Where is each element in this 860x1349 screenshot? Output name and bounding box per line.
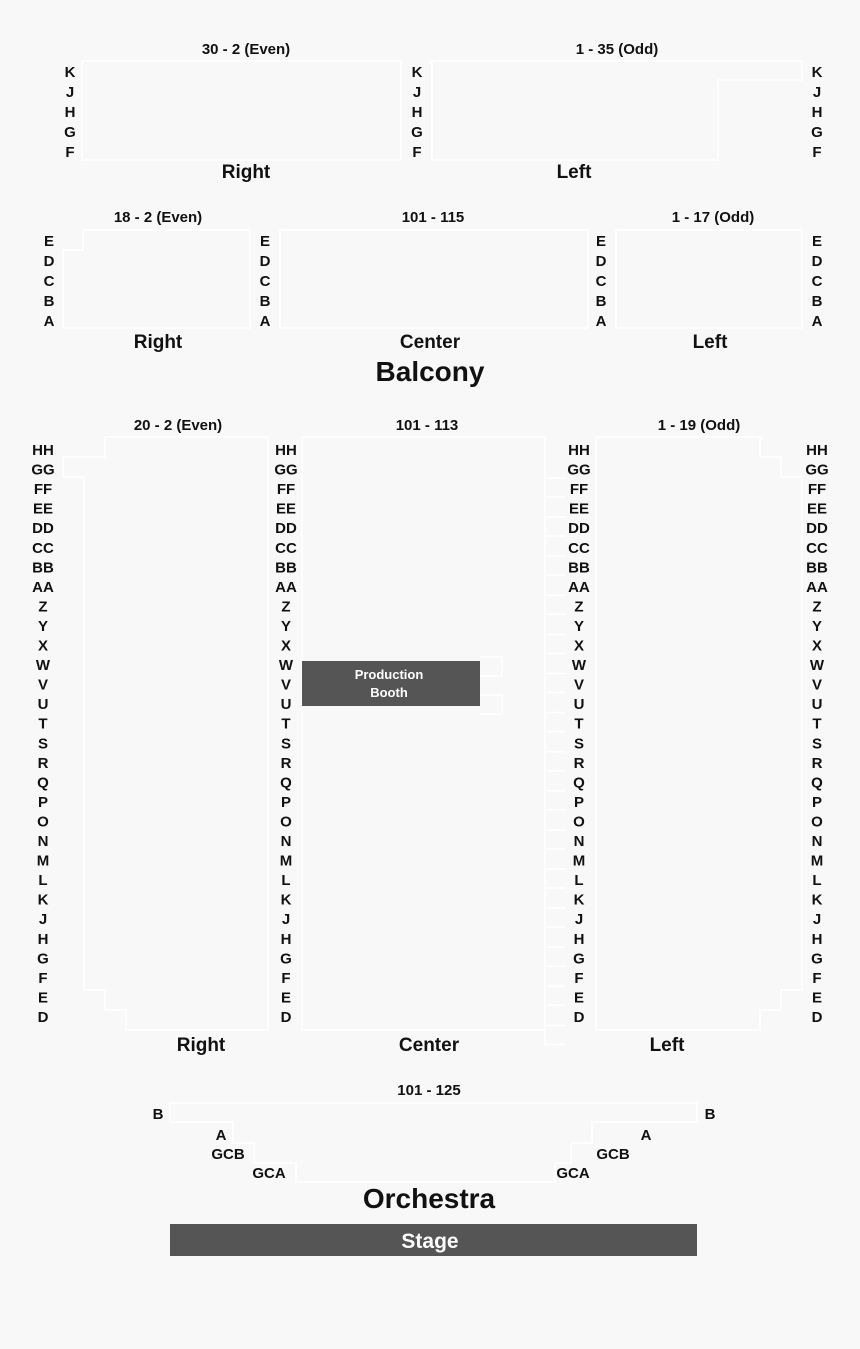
center-row-step — [545, 595, 566, 614]
front-range: 101 - 125 — [397, 1082, 461, 1099]
orchestra-right-section-outline — [63, 437, 268, 1030]
balcony-right-range: 18 - 2 (Even) — [113, 209, 203, 226]
orchestra-row-label-d: D — [573, 1008, 585, 1026]
balcony-row-label-a: A — [595, 313, 607, 330]
orchestra-row-label-h: H — [37, 930, 49, 948]
orchestra-right-section-label: Right — [176, 1035, 226, 1056]
balcony-row-label-b: B — [43, 293, 55, 310]
balcony-row-label-b: B — [595, 293, 607, 310]
balcony — [44, 209, 823, 387]
balcony-row-label-a: A — [259, 313, 271, 330]
balcony-row-label-e: E — [811, 233, 823, 250]
orchestra-row-label-z: Z — [812, 598, 822, 616]
orchestra-row-label-t: T — [812, 715, 822, 733]
upper-right-section-outline — [82, 61, 401, 160]
orchestra-row-label-k: K — [37, 891, 49, 909]
orchestra-left-section-outline — [596, 437, 802, 1030]
balcony-row-label-c: C — [43, 273, 55, 290]
upper-row-label-j: J — [65, 84, 75, 101]
orchestra-row-label-ff: FF — [569, 481, 589, 499]
orchestra-row-label-o: O — [573, 813, 585, 831]
orchestra-row-label-h: H — [811, 930, 823, 948]
orchestra-row-label-n: N — [37, 833, 49, 850]
orchestra-row-label-hh: HH — [806, 442, 828, 459]
orchestra-row-label-s: S — [280, 735, 292, 753]
orchestra-row-label-cc: CC — [275, 539, 297, 557]
orchestra-row-label-dd: DD — [806, 520, 828, 538]
balcony-center-range: 101 - 115 — [401, 209, 465, 226]
orchestra-row-label-s: S — [37, 735, 49, 753]
center-row-step — [545, 830, 566, 849]
upper-right-section-label: Right — [221, 162, 271, 183]
upper-row-label-j: J — [412, 84, 422, 101]
orchestra-center-section-outline — [302, 437, 545, 1030]
upper-row-label-k: K — [811, 64, 823, 81]
orchestra-center-section-label: Center — [398, 1035, 460, 1056]
orchestra-row-label-m: M — [572, 852, 586, 870]
orchestra-row-label-ee: EE — [32, 500, 54, 518]
orchestra-row-label-d: D — [280, 1008, 292, 1026]
booth-side-steps — [480, 657, 502, 714]
orchestra-row-label-w: W — [35, 657, 51, 675]
balcony-right-section-outline — [63, 230, 250, 328]
orchestra-row-label-n: N — [811, 833, 823, 850]
orchestra-row-label-y: Y — [280, 617, 292, 635]
balcony-row-label-c: C — [811, 273, 823, 290]
balcony-row-label-b: B — [259, 293, 271, 310]
orchestra-row-label-q: Q — [573, 774, 585, 792]
balcony-row-labels-4 — [812, 233, 823, 330]
front-row-gcb-right: GCB — [596, 1146, 630, 1163]
center-row-step — [545, 674, 566, 693]
orchestra-row-label-n: N — [573, 833, 585, 850]
orchestra-row-label-o: O — [280, 813, 292, 831]
orchestra-row-label-f: F — [812, 969, 822, 987]
orchestra-row-label-u: U — [811, 696, 823, 714]
orchestra-row-label-aa: AA — [568, 578, 590, 596]
orchestra-row-label-x: X — [811, 637, 823, 655]
orchestra-row-label-t: T — [574, 715, 584, 733]
orchestra-rear — [31, 417, 828, 1056]
balcony-row-label-e: E — [595, 233, 607, 250]
orchestra-row-labels-3 — [567, 442, 590, 1026]
orchestra-row-label-ee: EE — [806, 500, 828, 518]
balcony-right-section-label: Right — [133, 332, 183, 353]
balcony-row-labels-1 — [44, 233, 55, 330]
orchestra-title: Orchestra — [362, 1183, 496, 1214]
center-row-step — [545, 478, 566, 497]
balcony-row-label-e: E — [259, 233, 271, 250]
orchestra-row-label-hh: HH — [275, 442, 297, 459]
orchestra-row-label-hh: HH — [32, 442, 54, 459]
upper-row-label-h: H — [64, 104, 76, 121]
orchestra-row-label-w: W — [278, 657, 294, 675]
orchestra-row-label-f: F — [38, 969, 48, 987]
orchestra-row-label-g: G — [37, 950, 49, 968]
orchestra-front — [153, 1082, 716, 1256]
orchestra-row-label-m: M — [279, 852, 293, 870]
front-row-gcb-left: GCB — [211, 1146, 245, 1163]
orchestra-row-label-bb: BB — [568, 559, 590, 577]
front-row-a-left: A — [215, 1127, 227, 1144]
orchestra-row-label-q: Q — [280, 774, 292, 792]
front-section-outline — [170, 1103, 697, 1182]
center-row-step — [545, 791, 566, 810]
orchestra-row-label-y: Y — [811, 617, 823, 635]
center-row-step — [545, 1025, 566, 1044]
balcony-row-label-a: A — [811, 313, 823, 330]
balcony-center-section-label: Center — [399, 332, 461, 353]
orchestra-row-label-z: Z — [38, 598, 48, 616]
front-row-a-right: A — [640, 1127, 652, 1144]
front-row-gca-left: GCA — [252, 1165, 286, 1182]
orchestra-row-label-ee: EE — [568, 500, 590, 518]
balcony-row-label-d: D — [595, 253, 607, 270]
orchestra-row-label-v: V — [37, 676, 49, 694]
orchestra-row-label-k: K — [280, 891, 292, 909]
upper-row-label-h: H — [811, 104, 823, 121]
balcony-left-section-label: Left — [692, 332, 728, 353]
orchestra-row-label-dd: DD — [275, 520, 297, 538]
orchestra-row-label-u: U — [37, 696, 49, 714]
balcony-row-labels-3 — [596, 233, 607, 330]
orchestra-row-label-j: J — [281, 911, 291, 929]
orchestra-row-label-q: Q — [811, 774, 823, 792]
orchestra-row-label-t: T — [38, 715, 48, 733]
orchestra-row-label-dd: DD — [32, 520, 54, 538]
orchestra-row-label-y: Y — [37, 617, 49, 635]
center-row-step — [545, 713, 566, 732]
orchestra-row-label-r: R — [573, 754, 585, 772]
orchestra-row-label-o: O — [811, 813, 823, 831]
orchestra-row-label-cc: CC — [806, 539, 828, 557]
upper-right-range: 30 - 2 (Even) — [201, 41, 291, 58]
orchestra-row-label-x: X — [37, 637, 49, 655]
balcony-center-section-outline — [280, 230, 588, 328]
production-booth-label-line-2: Booth — [370, 685, 408, 700]
orchestra-row-label-g: G — [280, 950, 292, 968]
center-row-step — [545, 986, 566, 1005]
orchestra-row-label-h: H — [280, 930, 292, 948]
orchestra-row-label-t: T — [281, 715, 291, 733]
orchestra-row-label-r: R — [811, 754, 823, 772]
front-row-gca-right: GCA — [556, 1165, 590, 1182]
upper-row-label-f: F — [412, 144, 422, 161]
orchestra-row-label-bb: BB — [32, 559, 54, 577]
orchestra-center-range: 101 - 113 — [395, 417, 459, 434]
center-row-step — [545, 947, 566, 966]
balcony-left-range: 1 - 17 (Odd) — [671, 209, 755, 226]
orchestra-row-label-f: F — [281, 969, 291, 987]
balcony-row-label-a: A — [43, 313, 55, 330]
balcony-row-label-c: C — [595, 273, 607, 290]
orchestra-row-label-e: E — [573, 989, 585, 1007]
orchestra-row-label-l: L — [574, 872, 584, 890]
orchestra-row-label-bb: BB — [275, 559, 297, 577]
upper-row-label-g: G — [811, 124, 823, 141]
orchestra-row-label-k: K — [811, 891, 823, 909]
orchestra-row-label-cc: CC — [568, 539, 590, 557]
orchestra-row-label-n: N — [280, 833, 292, 850]
orchestra-row-label-ff: FF — [276, 481, 296, 499]
orchestra-row-label-f: F — [574, 969, 584, 987]
orchestra-row-label-l: L — [281, 872, 291, 890]
orchestra-row-label-z: Z — [574, 598, 584, 616]
upper-left-section-label: Left — [556, 162, 592, 183]
orchestra-row-label-s: S — [573, 735, 585, 753]
upper-row-label-g: G — [64, 124, 76, 141]
orchestra-row-labels-4 — [805, 442, 828, 1026]
orchestra-row-label-l: L — [812, 872, 822, 890]
orchestra-row-labels-2 — [274, 442, 297, 1026]
orchestra-row-label-y: Y — [573, 617, 585, 635]
orchestra-row-label-p: P — [280, 793, 292, 811]
orchestra-row-label-w: W — [571, 657, 587, 675]
upper-row-labels-left — [64, 64, 76, 161]
balcony-row-label-d: D — [43, 253, 55, 270]
center-row-step — [545, 517, 566, 536]
orchestra-right-range: 20 - 2 (Even) — [133, 417, 223, 434]
upper-row-label-f: F — [65, 144, 75, 161]
orchestra-row-label-l: L — [38, 872, 48, 890]
orchestra-row-label-ff: FF — [807, 481, 827, 499]
orchestra-row-label-hh: HH — [568, 442, 590, 459]
balcony-row-label-d: D — [811, 253, 823, 270]
center-row-steps — [545, 478, 566, 1044]
balcony-left-section-outline — [616, 230, 802, 328]
orchestra-row-label-v: V — [280, 676, 292, 694]
upper-row-label-g: G — [411, 124, 423, 141]
balcony-row-label-c: C — [259, 273, 271, 290]
front-row-b-left: B — [152, 1106, 164, 1123]
orchestra-row-label-g: G — [811, 950, 823, 968]
orchestra-row-label-k: K — [573, 891, 585, 909]
orchestra-row-label-e: E — [37, 989, 49, 1007]
upper-row-label-h: H — [411, 104, 423, 121]
balcony-row-labels-2 — [260, 233, 271, 330]
orchestra-row-label-m: M — [36, 852, 50, 870]
center-row-step — [545, 752, 566, 771]
orchestra-row-label-v: V — [811, 676, 823, 694]
orchestra-row-label-w: W — [809, 657, 825, 675]
orchestra-row-label-u: U — [280, 696, 292, 714]
orchestra-row-label-ff: FF — [33, 481, 53, 499]
orchestra-row-label-gg: GG — [567, 461, 591, 479]
orchestra-row-label-s: S — [811, 735, 823, 753]
orchestra-row-label-z: Z — [281, 598, 291, 616]
upper-row-label-k: K — [411, 64, 423, 81]
orchestra-row-label-p: P — [573, 793, 585, 811]
balcony-title: Balcony — [375, 356, 485, 387]
front-row-b-right: B — [704, 1106, 716, 1123]
stage-label: Stage — [401, 1230, 459, 1253]
orchestra-row-label-r: R — [280, 754, 292, 772]
orchestra-row-label-bb: BB — [806, 559, 828, 577]
orchestra-row-label-aa: AA — [32, 578, 54, 596]
balcony-row-label-e: E — [43, 233, 55, 250]
orchestra-row-label-gg: GG — [31, 461, 55, 479]
orchestra-row-label-x: X — [573, 637, 585, 655]
orchestra-row-label-v: V — [573, 676, 585, 694]
center-row-step — [545, 869, 566, 888]
orchestra-row-label-m: M — [810, 852, 824, 870]
orchestra-row-label-e: E — [280, 989, 292, 1007]
orchestra-row-label-dd: DD — [568, 520, 590, 538]
upper-row-label-f: F — [812, 144, 822, 161]
production-booth-label-line-1: Production — [354, 667, 424, 682]
orchestra-row-label-j: J — [38, 911, 48, 929]
orchestra-row-labels-1 — [31, 442, 54, 1026]
orchestra-row-label-j: J — [812, 911, 822, 929]
orchestra-left-section-label: Left — [649, 1035, 685, 1056]
orchestra-row-label-gg: GG — [805, 461, 829, 479]
orchestra-row-label-g: G — [573, 950, 585, 968]
orchestra-left-range: 1 - 19 (Odd) — [657, 417, 741, 434]
orchestra-row-label-h: H — [573, 930, 585, 948]
orchestra-row-label-o: O — [37, 813, 49, 831]
balcony-row-label-d: D — [259, 253, 271, 270]
orchestra-row-label-j: J — [574, 911, 584, 929]
orchestra-row-label-p: P — [37, 793, 49, 811]
balcony-row-label-b: B — [811, 293, 823, 310]
center-row-step — [545, 634, 566, 653]
orchestra-row-label-e: E — [811, 989, 823, 1007]
orchestra-row-label-x: X — [280, 637, 292, 655]
orchestra-row-label-aa: AA — [806, 578, 828, 596]
orchestra-row-label-d: D — [811, 1008, 823, 1026]
orchestra-row-label-p: P — [811, 793, 823, 811]
upper-left-range: 1 - 35 (Odd) — [575, 41, 659, 58]
center-row-step — [545, 908, 566, 927]
orchestra-row-label-cc: CC — [32, 539, 54, 557]
orchestra-row-label-u: U — [573, 696, 585, 714]
upper-balcony — [64, 41, 823, 183]
upper-left-section-outline — [432, 61, 802, 160]
orchestra-row-label-r: R — [37, 754, 49, 772]
center-row-step — [545, 556, 566, 575]
orchestra-row-label-q: Q — [37, 774, 49, 792]
orchestra-row-label-aa: AA — [275, 578, 297, 596]
upper-row-label-j: J — [812, 84, 822, 101]
upper-row-label-k: K — [64, 64, 76, 81]
upper-row-labels-right — [811, 64, 823, 161]
orchestra-row-label-ee: EE — [275, 500, 297, 518]
upper-row-labels-middle — [411, 64, 423, 161]
orchestra-row-label-d: D — [37, 1008, 49, 1026]
orchestra-row-label-gg: GG — [274, 461, 298, 479]
